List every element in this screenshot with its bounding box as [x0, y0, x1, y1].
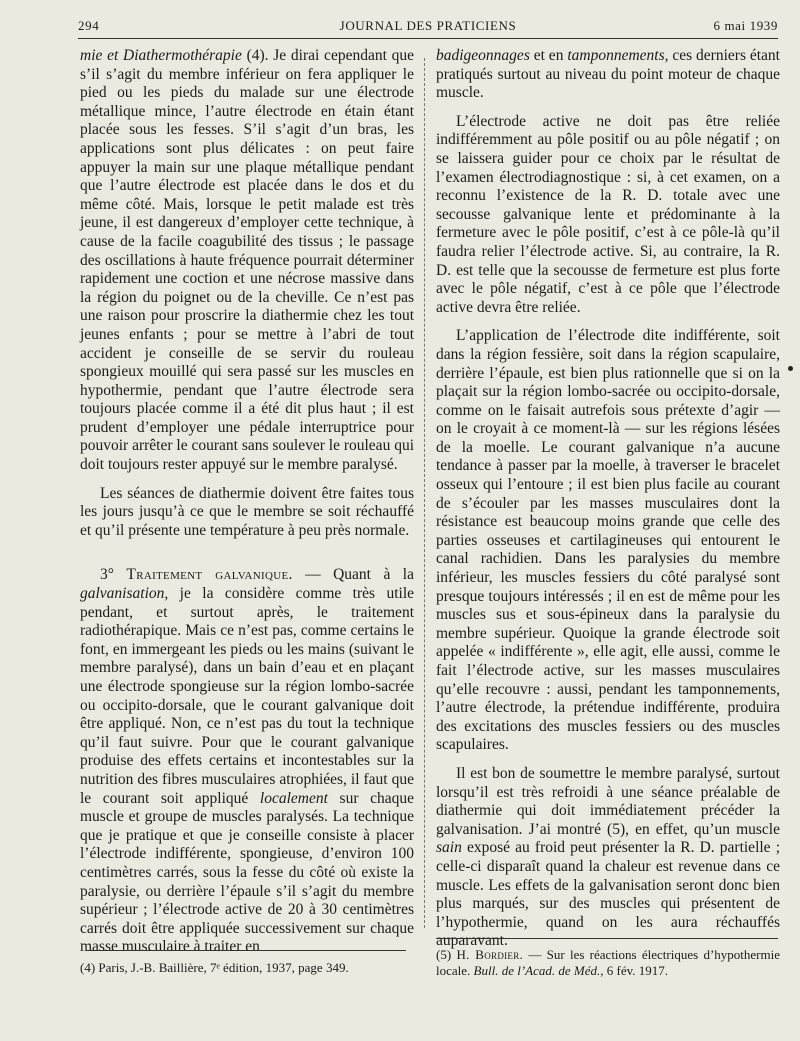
emphasis: badigeonnages: [436, 47, 530, 64]
section-paragraph: [80, 566, 414, 956]
text-run: ces derniers étant pratiqués surtout au niveau du point moteur de chaque muscle.: [436, 47, 780, 102]
text-run: et en: [529, 47, 568, 64]
text-run: sur chaque muscle et groupe de muscles paralysés. La technique que je pratique et que je conseille consiste à placer l’électrode indifférente, spongieuse, d’environ 100 centimètres carrés, sous la fesse du côté où existe la paralysie, ou derrière l’épaule s’il s’agit du membre supérieur ; l’électrode active de 20 à 30 centimètres carrés doit être appliquée successivement sur chaque masse musculaire à traiter en: [80, 789, 414, 956]
running-header: [78, 14, 778, 38]
text-run: exposé au froid peut présenter la R. D. partielle ; celle-ci disparaît quand la chaleur est revenue dans ce muscle. Les effets de la galvanisation seront donc bien plus marqués, sur des muscles qui présentent de l’hypothermie, quand on les aura réchauffés auparavant.: [436, 839, 780, 950]
emphasis: galvanisation,: [80, 585, 169, 603]
right-column: [436, 47, 780, 950]
emphasis: localement: [259, 789, 328, 807]
paragraph: Les séances de diathermie doivent être faites tous les jours jusqu’à ce que le membre se soit réchauffé et qu’il présente une température à peu près normale.: [80, 484, 414, 539]
text-run: (4). Je dirai cependant que s’il s’agit du membre inférieur on fera appliquer le pied ou les pieds du malade sur une électrode métallique mince, l’autre électrode en étain étant placée sous les fesses. S’il s’agit d’un bras, les applications sont plus délicates : on peut faire appuyer la main sur une plaque métallique pendant que l’autre électrode est placée dans le dos et du même côté. Mais, lorsque le petit malade est très jeune, il est dangereux d’employer cette technique, à cause de la facile coagubilité des tissus ; le passage des oscillations à haute fréquence pourrait déterminer rapidement une coction et une nécrose massive dans la région du poignet ou de la cheville. Ce n’est pas une raison pour proscrire la diathermie chez les tout jeunes enfants ; pour se mettre à l’abri de tout accident je conseille de se servir du rouleau spongieux mouillé qui sera passé sur les muscles en hypothermie, pendant que l’autre électrode sera toujours placée comme il a été dit plus haut ; il est prudent d’employer une pédale interruptrice pour pouvoir arrêter le courant sans soulever le rouleau qui doit toujours rester appuyé sur le membre paralysé.: [80, 47, 414, 474]
paragraph: [436, 47, 780, 103]
header-rule: [78, 38, 778, 39]
margin-mark: [788, 366, 793, 371]
text-run: 6 fév. 1917.: [603, 963, 669, 978]
paragraph: [80, 47, 414, 475]
section-number: 3°: [100, 566, 127, 584]
footnote-rule: [436, 938, 778, 939]
footnote-author: H. Bordier.: [456, 947, 524, 962]
page-number: 294: [78, 18, 100, 33]
text-run: — Sur les réactions électriques d’hypothermie locale.: [436, 947, 780, 978]
emphasis: mie et Diathermothérapie: [80, 47, 242, 64]
text-run: Il est bon de soumettre le membre paralysé, surtout lorsqu’il est très refroidi à une séance préalable de diathermie qui doit immédiatement précéder la galvanisation. J’ai montré (5), en effet, qu’un muscle: [436, 764, 780, 838]
issue-date: 6 mai 1939: [713, 18, 778, 33]
journal-title: JOURNAL DES PRATICIENS: [339, 18, 517, 33]
emphasis: sain: [436, 839, 462, 857]
footnote-number: (5): [436, 947, 457, 962]
text-run: — Quant à la: [292, 566, 414, 584]
footnote-rule: [86, 950, 406, 951]
column-divider: [424, 58, 425, 928]
paragraph: L’électrode active ne doit pas être reliée indifféremment au pôle positif ou au pôle négatif ; on se laissera guider pour ce choix par le résultat de l’examen électrodiagnostique : si, à cet examen, on a reconnu l’existence de la R. D. totale avec une secousse galvanique lente et prédominante à la fermeture avec le pôle positif, c’est à ce pôle-là qu’il faudra relier l’électrode active. Si, au contraire, la R. D. est telle que la secousse de fermeture est plus forte avec le pôle négatif, c’est à ce pôle que l’électrode active devra être reliée.: [436, 112, 780, 316]
paragraph: [436, 765, 780, 951]
section-heading: Traitement galvanique.: [126, 566, 293, 584]
emphasis: Bull. de l’Acad. de Méd.,: [473, 963, 604, 978]
emphasis: tamponnements,: [567, 47, 669, 64]
text-run: je la considère comme très utile pendant, et surtout après, le traitement radiothérapique. Mais ce n’est pas, comme certains le font, en immergeant les pieds ou les mains (suivant le membre paralysé), dans un bain d’eau et en plaçant une électrode spongieuse sur la région lombo-sacrée ou occipito-dorsale, que le courant galvanique doit être appliqué. Non, ce n’est pas du tout la technique qu’il faut suivre. Pour que le courant galvanique produise des effets certains et incontestables sur la nutrition des fibres musculaires atrophiées, il faut que le courant soit appliqué: [80, 585, 414, 807]
left-column: [80, 47, 414, 956]
footnote-5: [436, 947, 780, 979]
paragraph: L’application de l’électrode dite indifférente, soit dans la région fessière, soit dans la région scapulaire, derrière l’épaule, est bien plus rationnelle que si on la plaçait sur la région lombo-sacrée ou occipito-dorsale, comme on le faisait autrefois sous prétexte d’agir — on le croyait à ce moment-là — sur les régions lésées de la moelle. Le courant galvanique n’a aucune tendance à passer par la moelle, à traverser le bracelet osseux qui l’entoure ; il est bien plus facile au courant de s’écouler par les masses musculaires dont la résistance est beaucoup moins grande que celle des parties osseuses et cartilagineuses qui entourent le canal rachidien. Dans les paralysies du membre inférieur, les muscles fessiers du côté paralysé sont presque toujours intéressés ; il en est de même pour les muscles sus et sous-épineux dans la paralysie du membre supérieur. Quoique la grande électrode soit appelée « indifférente », elle agit, elle aussi, comme le fait l’électrode active, sur les masses musculaires qu’elle recouvre : aussi, pendant les tamponnements, l’autre électrode, la prétendue indifférente, produira des excitations des muscles fessiers ou des muscles scapulaires.: [436, 327, 780, 754]
footnote-4: (4) Paris, J.-B. Baillière, 7ᵉ édition, 1937, page 349.: [80, 960, 349, 975]
